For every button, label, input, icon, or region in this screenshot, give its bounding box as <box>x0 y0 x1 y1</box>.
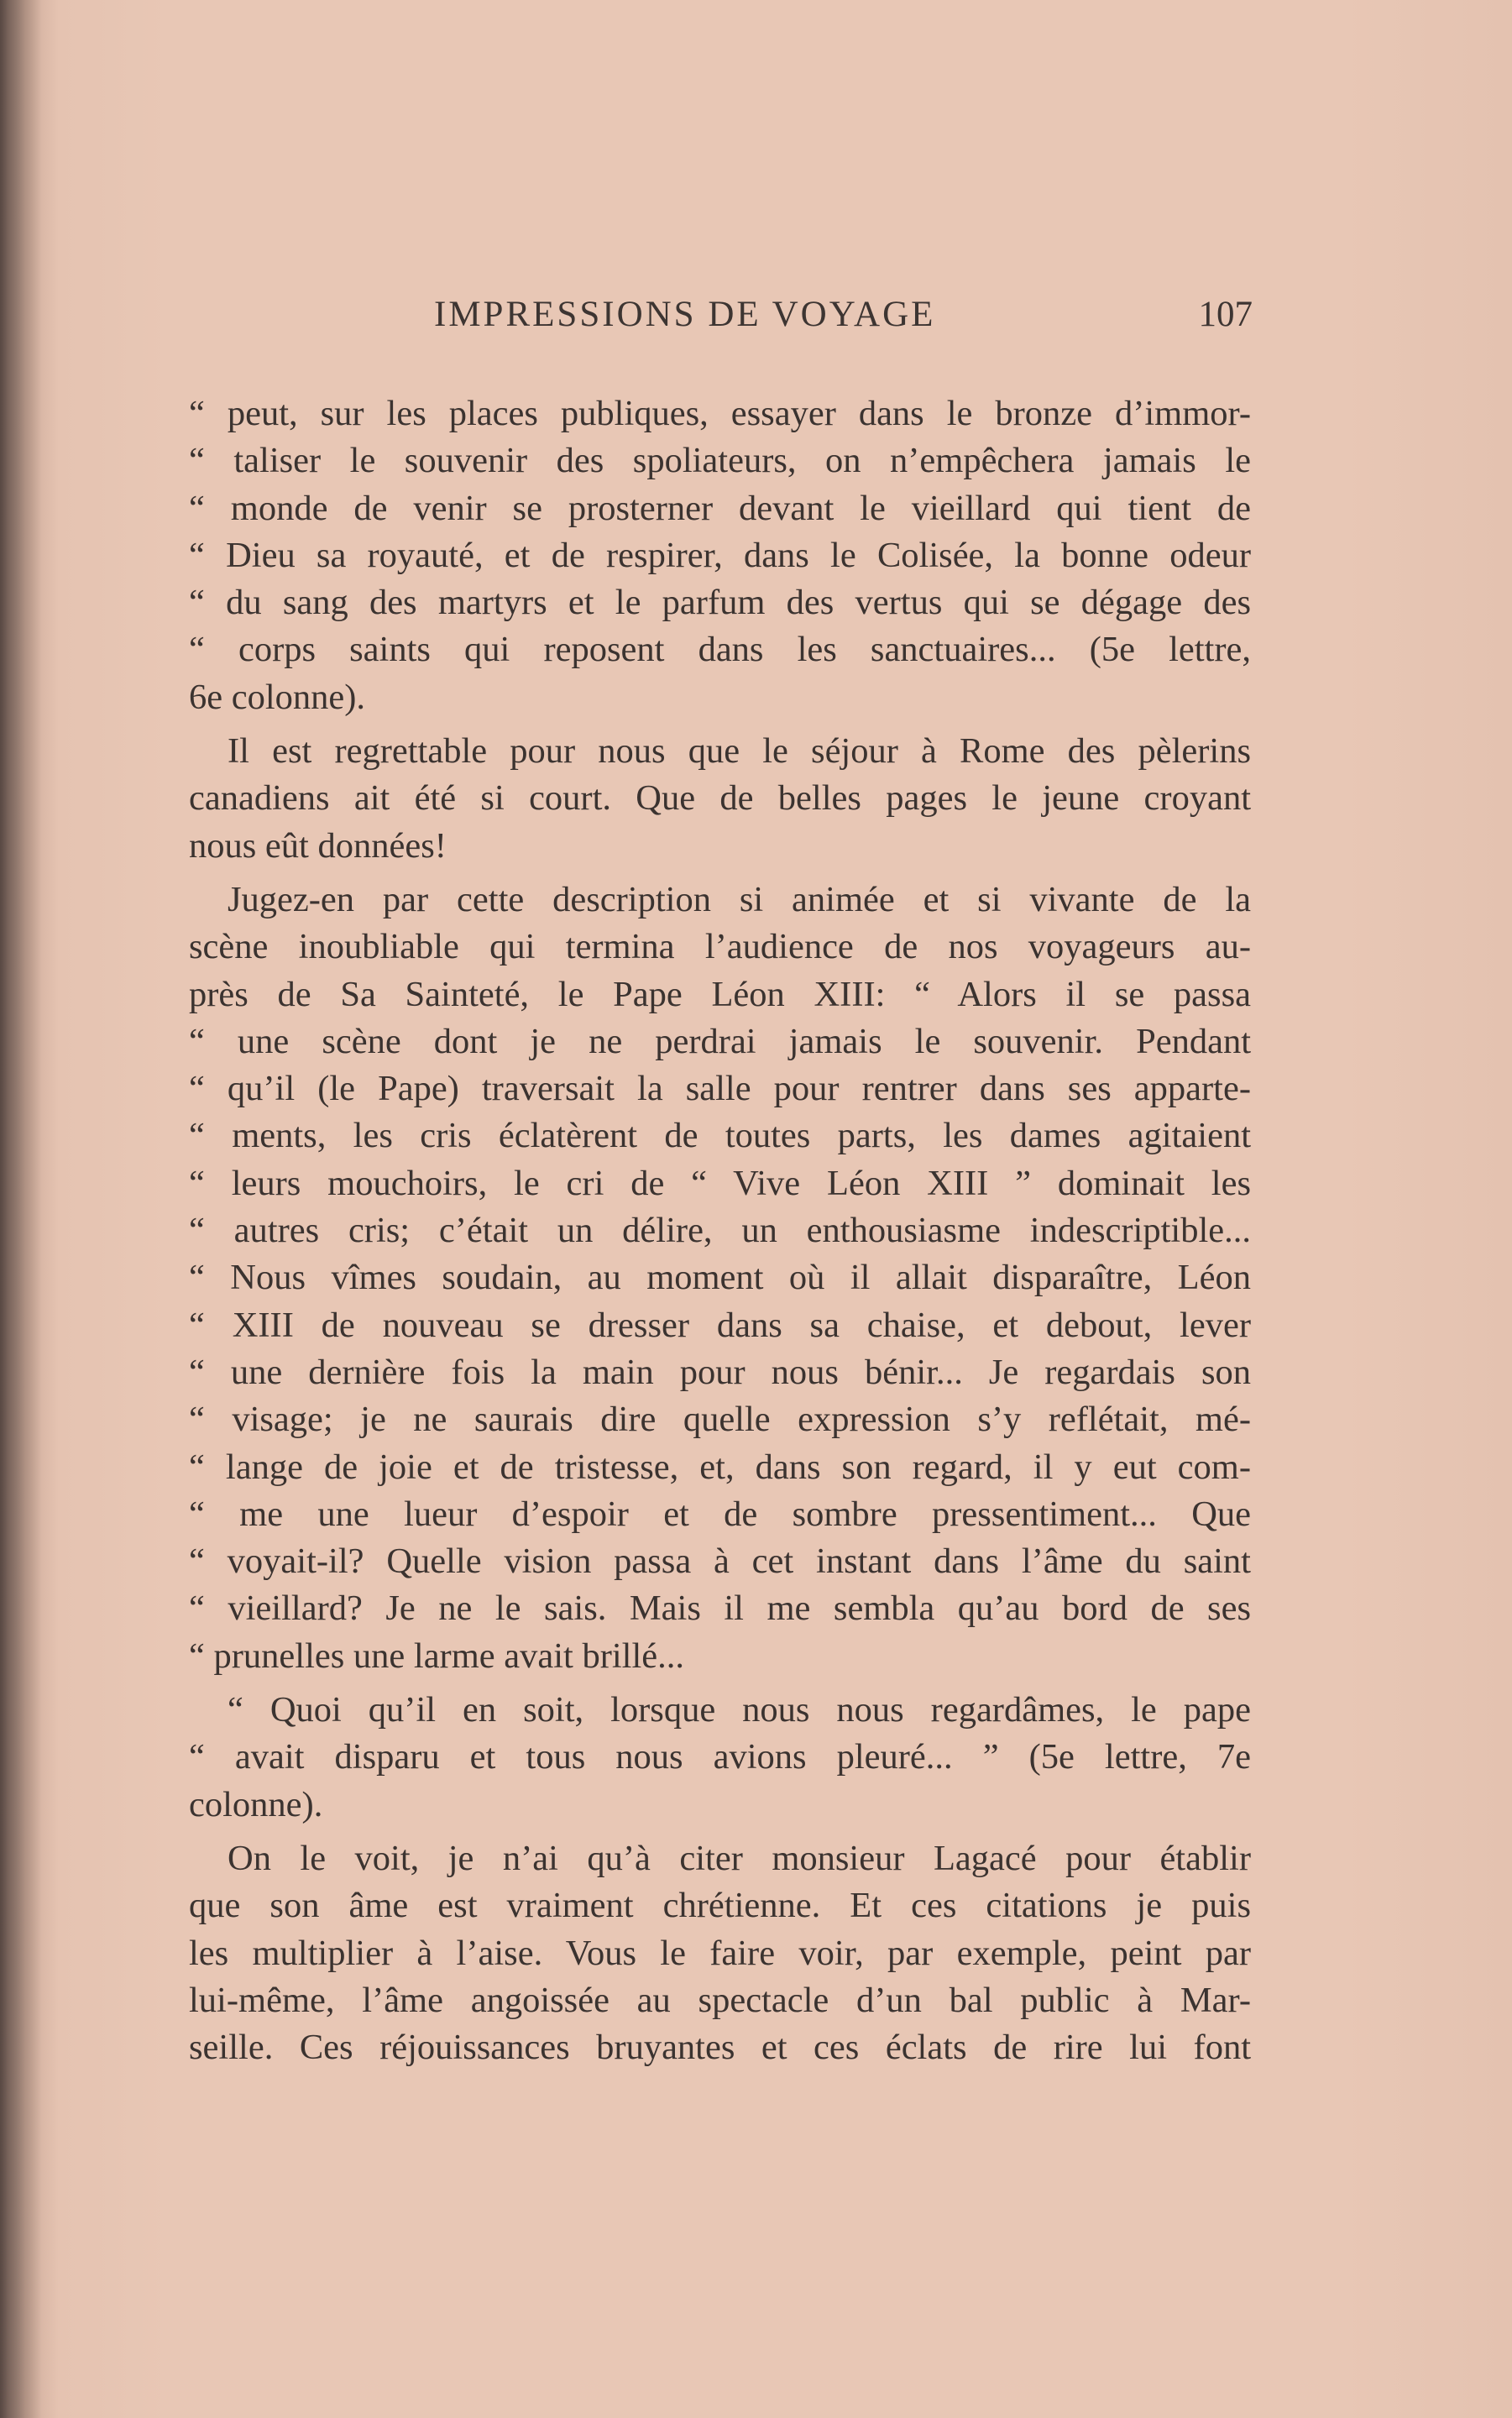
text-line: “ monde de venir se prosterner devant le vieillard qui tient de <box>189 488 1251 528</box>
text-line: “ me une lueur d’espoir et de sombre pressentiment... Que <box>189 1494 1251 1534</box>
text-line: “ Dieu sa royauté, et de respirer, dans le Colisée, la bonne odeur <box>189 535 1251 575</box>
text-line: “ qu’il (le Pape) traversait la salle pour rentrer dans ses apparte- <box>189 1069 1251 1109</box>
text-line: Il est regrettable pour nous que le séjour à Rome des pèlerins <box>228 731 1251 772</box>
text-line: Jugez-en par cette description si animée et si vivante de la <box>228 879 1251 919</box>
text-line: “ visage; je ne saurais dire quelle expression s’y reflétait, mé- <box>189 1400 1251 1440</box>
text-line: que son âme est vraiment chrétienne. Et ces citations je puis <box>189 1886 1251 1926</box>
text-line: scène inoubliable qui termina l’audience de nos voyageurs au- <box>189 927 1251 967</box>
text-line: “ une scène dont je ne perdrai jamais le souvenir. Pendant <box>189 1021 1251 1061</box>
text-line: près de Sa Sainteté, le Pape Léon XIII: “ Alors il se passa <box>189 974 1251 1014</box>
text-line: “ une dernière fois la main pour nous bénir... Je regardais son <box>189 1352 1251 1392</box>
text-line: colonne). <box>189 1784 323 1824</box>
text-line: “ du sang des martyrs et le parfum des vertus qui se dégage des <box>189 583 1251 623</box>
text-line: lui-même, l’âme angoissée au spectacle d’un bal public à Mar- <box>189 1980 1251 2020</box>
text-line: “ ments, les cris éclatèrent de toutes parts, les dames agitaient <box>189 1116 1251 1156</box>
text-line: seille. Ces réjouissances bruyantes et ces éclats de rire lui font <box>189 2028 1251 2068</box>
text-line: “ prunelles une larme avait brillé... <box>189 1636 685 1676</box>
text-line: “ Nous vîmes soudain, au moment où il allait disparaître, Léon <box>189 1258 1251 1298</box>
text-line: “ avait disparu et tous nous avions pleuré... ” (5e lettre, 7e <box>189 1737 1251 1777</box>
running-title: IMPRESSIONS DE VOYAGE <box>434 295 936 334</box>
text-line: On le voit, je n’ai qu’à citer monsieur Lagacé pour établir <box>228 1838 1251 1878</box>
text-line: “ taliser le souvenir des spoliateurs, on n’empêchera jamais le <box>189 441 1251 481</box>
text-line: “ voyait-il? Quelle vision passa à cet instant dans l’âme du saint <box>189 1541 1251 1582</box>
text-line: “ vieillard? Je ne le sais. Mais il me sembla qu’au bord de ses <box>189 1588 1251 1629</box>
page-number: 107 <box>1198 295 1253 334</box>
body-text <box>189 390 1251 2071</box>
text-line: “ corps saints qui reposent dans les sanctuaires... (5e lettre, <box>189 630 1251 670</box>
text-line: “ peut, sur les places publiques, essayer dans le bronze d’immor- <box>189 394 1251 433</box>
text-line: les multiplier à l’aise. Vous le faire voir, par exemple, peint par <box>189 1933 1251 1973</box>
text-line: nous eût données! <box>189 825 447 866</box>
text-line: “ XIII de nouveau se dresser dans sa chaise, et debout, lever <box>189 1305 1251 1345</box>
text-line: “ leurs mouchoirs, le cri de “ Vive Léon XIII ” dominait les <box>189 1163 1251 1203</box>
running-head <box>195 294 1253 344</box>
text-line: “ lange de joie et de tristesse, et, dans son regard, il y eut com- <box>189 1447 1251 1487</box>
spine-shadow <box>0 0 42 2418</box>
text-line: 6e colonne). <box>189 677 366 717</box>
text-line: canadiens ait été si court. Que de belles pages le jeune croyant <box>189 778 1251 819</box>
text-line: “ autres cris; c’était un délire, un enthousiasme indescriptible... <box>189 1211 1251 1251</box>
text-line: “ Quoi qu’il en soit, lorsque nous nous regardâmes, le pape <box>228 1690 1251 1730</box>
